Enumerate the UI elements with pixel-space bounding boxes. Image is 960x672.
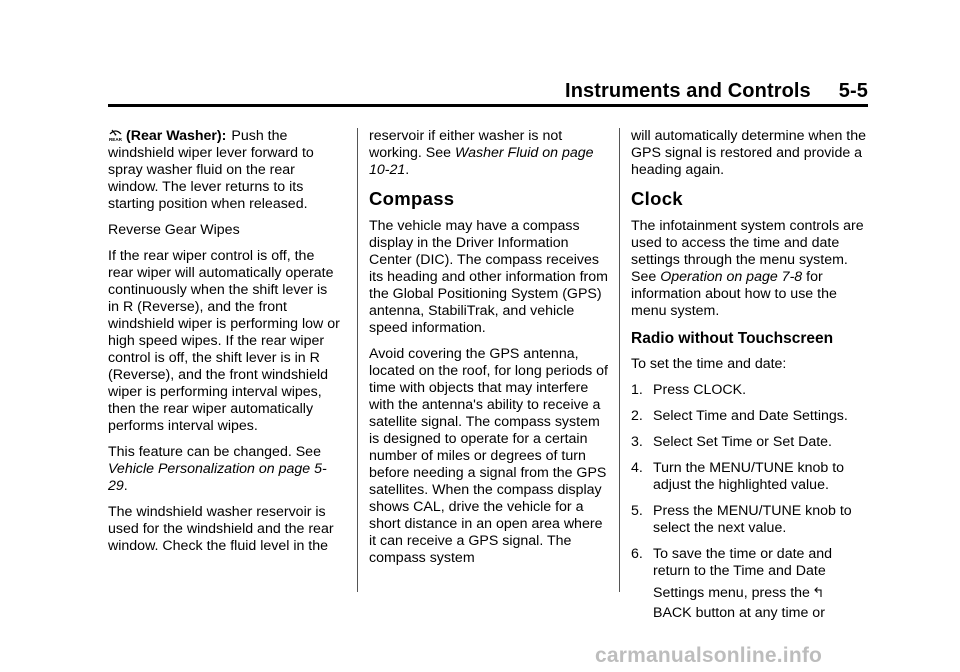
- rear-washer-paragraph: [108, 128, 340, 213]
- rear-washer-text: Push the windshield wiper lever forward to spray washer fluid on the rear window. The lever returns to its starting position when released.: [108, 128, 314, 212]
- clock-p1-b: for information about how to use the menu system.: [631, 269, 837, 319]
- step-text: To save the time or date and return to the Time and Date: [653, 546, 833, 579]
- rear-washer-label: (Rear Washer):: [126, 128, 227, 144]
- steps-list: [631, 382, 869, 622]
- list-item: [631, 382, 869, 399]
- step-text: Press the MENU/TUNE knob to select the next value.: [653, 503, 852, 536]
- column-divider-1: [357, 128, 358, 592]
- column-3: [631, 128, 869, 631]
- column-1: [108, 128, 340, 564]
- feature-text: This feature can be changed. See: [108, 444, 321, 460]
- list-item: [631, 408, 869, 425]
- header-rule: [108, 104, 868, 107]
- column-divider-2: [619, 128, 620, 592]
- compass-heading: Compass: [369, 188, 455, 209]
- feature-ref-link[interactable]: Vehicle Personalization on page 5-29: [108, 461, 327, 494]
- header-title: [565, 80, 868, 103]
- step-number: 4.: [631, 460, 643, 476]
- clock-ref-link[interactable]: Operation on page 7-8: [660, 269, 803, 285]
- compass-p1: The vehicle may have a compass display in the Driver Information Center (DIC). The compass receives its heading and other information from the Global Positioning System (GPS) antenna, StabiliTrak, and vehicle speed information.: [369, 218, 608, 336]
- page-number: 5-5: [838, 80, 868, 102]
- reservoir-text: The windshield washer reservoir is used for the windshield and the rear window. Check the fluid level in the: [108, 504, 334, 554]
- washer-ref-link[interactable]: Washer Fluid on page 10-21: [369, 145, 594, 178]
- reverse-text: If the rear wiper control is off, the rear wiper will automatically operate continuously when the shift lever is in R (Reverse), and the front windshield wiper is performing low or high speed wipes. If the rear wiper control is off, the shift lever is in R (Reverse), and the front windshield wiper is performing interval wipes, then the rear wiper automatically performs interval wipes.: [108, 248, 340, 434]
- page-header: [108, 80, 868, 106]
- svg-text:REAR: REAR: [108, 137, 123, 142]
- feature-paragraph: This feature can be changed. See Vehicle Personalization on page 5-29.: [108, 444, 327, 494]
- clock-p1-a: The infotainment system controls are used to access the time and date settings through the menu system. See: [631, 218, 864, 285]
- step-text: Select Time and Date Settings.: [653, 408, 848, 424]
- step-number: 6.: [631, 546, 643, 562]
- step-text: Turn the MENU/TUNE knob to adjust the highlighted value.: [653, 460, 845, 493]
- column-2: [369, 128, 609, 576]
- radio-heading: Radio without Touchscreen: [631, 330, 834, 347]
- radio-intro: To set the time and date:: [631, 356, 787, 372]
- step-text: Press CLOCK.: [653, 382, 747, 398]
- step-number: 5.: [631, 503, 643, 519]
- section-title: Instruments and Controls: [565, 80, 811, 102]
- reservoir-cont-paragraph: reservoir if either washer is not working. See Washer Fluid on page 10-21.: [369, 128, 594, 178]
- reservoir-cont: reservoir if either washer is not working. See: [369, 128, 563, 161]
- rear-washer-icon: [108, 128, 123, 142]
- compass-cont: will automatically determine when the GPS signal is restored and provide a heading again.: [631, 128, 866, 178]
- clock-heading: Clock: [631, 188, 683, 209]
- list-item: [631, 434, 869, 451]
- step-text: Select Set Time or Set Date.: [653, 434, 832, 450]
- clock-p1: [631, 218, 869, 320]
- back-arrow-icon: [813, 585, 823, 598]
- reverse-heading: Reverse Gear Wipes: [108, 222, 240, 238]
- step-number: 2.: [631, 408, 643, 424]
- compass-p2: Avoid covering the GPS antenna, located on the roof, for long periods of time with objects that may interfere with the antenna's ability to receive a satellite signal. The compass system is designed to operate for a certain number of miles or degrees of turn before needing a signal from the GPS satellites. When the compass display shows CAL, drive the vehicle for a short distance in an open area where it can receive a GPS signal. The compass system: [369, 346, 608, 566]
- list-item: [631, 546, 869, 622]
- step-text: Settings menu, press the: [653, 585, 810, 601]
- list-item: [631, 460, 869, 494]
- watermark: carmanualsonline.info: [595, 644, 823, 667]
- list-item: [631, 503, 869, 537]
- step-number: 3.: [631, 434, 643, 450]
- step-text: BACK button at any time or: [653, 605, 825, 621]
- step-number: 1.: [631, 382, 643, 398]
